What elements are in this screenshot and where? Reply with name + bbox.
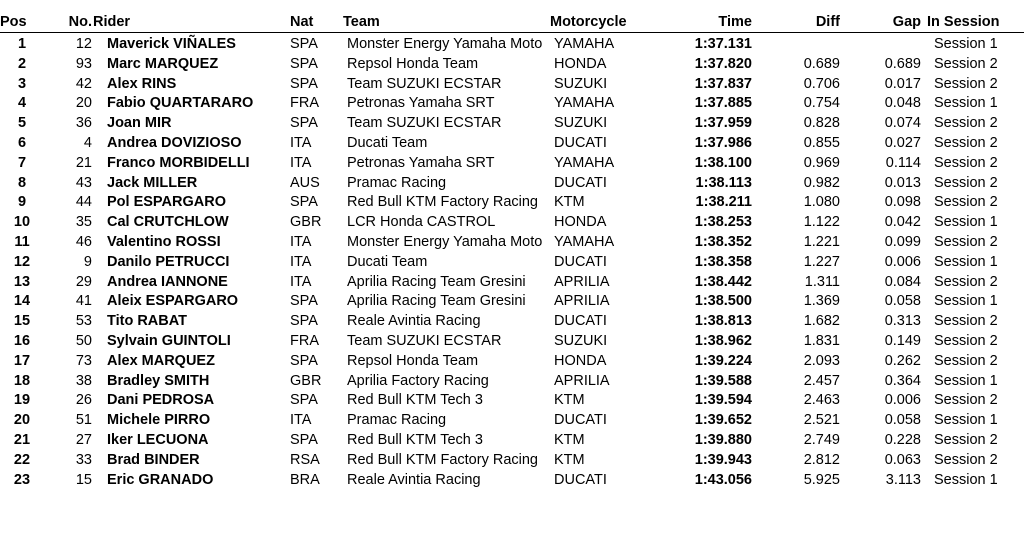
cell-number: 42 xyxy=(75,75,92,92)
header-diff: Diff xyxy=(815,14,840,30)
table-row xyxy=(0,332,1024,352)
cell-pos: 22 xyxy=(13,451,31,468)
cell-time: 1:38.962 xyxy=(694,332,752,349)
cell-session: Session 2 xyxy=(934,55,998,72)
cell-motorcycle: SUZUKI xyxy=(554,332,608,349)
header-nat: Nat xyxy=(290,14,314,30)
cell-diff: 1.227 xyxy=(803,253,840,270)
table-row xyxy=(0,391,1024,411)
cell-motorcycle: APRILIA xyxy=(554,293,610,310)
cell-rider: Bradley SMITH xyxy=(107,372,210,389)
cell-diff: 2.812 xyxy=(803,451,840,468)
header-time: Time xyxy=(718,14,752,30)
cell-number: 46 xyxy=(75,233,92,250)
cell-gap: 0.013 xyxy=(884,174,921,191)
cell-nationality: ITA xyxy=(290,412,312,429)
table-row xyxy=(0,372,1024,392)
cell-diff: 2.093 xyxy=(803,352,840,369)
cell-rider: Alex MARQUEZ xyxy=(107,352,215,369)
cell-nationality: ITA xyxy=(290,134,312,151)
cell-time: 1:38.813 xyxy=(694,313,752,330)
cell-time: 1:39.880 xyxy=(694,431,752,448)
cell-time: 1:37.959 xyxy=(694,115,752,132)
cell-team: Aprilia Factory Racing xyxy=(347,372,489,389)
cell-diff: 1.122 xyxy=(803,214,840,231)
cell-number: 26 xyxy=(75,392,92,409)
cell-gap: 3.113 xyxy=(885,471,921,488)
cell-gap: 0.149 xyxy=(884,332,921,349)
table-row xyxy=(0,352,1024,372)
cell-number: 20 xyxy=(75,95,92,112)
cell-number: 12 xyxy=(75,36,92,52)
cell-motorcycle: KTM xyxy=(554,194,585,211)
cell-pos: 21 xyxy=(13,431,31,448)
cell-rider: Michele PIRRO xyxy=(107,412,211,429)
cell-motorcycle: KTM xyxy=(554,431,585,448)
cell-motorcycle: DUCATI xyxy=(554,174,607,191)
cell-pos: 12 xyxy=(13,253,31,270)
cell-session: Session 1 xyxy=(934,95,998,112)
cell-number: 4 xyxy=(83,134,92,151)
cell-nationality: AUS xyxy=(290,174,320,191)
cell-time: 1:38.352 xyxy=(694,233,752,250)
cell-pos: 10 xyxy=(13,214,31,231)
cell-nationality: SPA xyxy=(290,75,318,92)
cell-number: 15 xyxy=(75,471,92,488)
cell-team: Pramac Racing xyxy=(347,174,447,191)
cell-motorcycle: DUCATI xyxy=(554,471,607,488)
cell-number: 43 xyxy=(75,174,92,191)
cell-number: 41 xyxy=(75,293,92,310)
cell-diff: 1.080 xyxy=(803,194,840,211)
cell-rider: Tito RABAT xyxy=(107,313,188,330)
table-row xyxy=(0,292,1024,312)
cell-gap: 0.228 xyxy=(884,431,921,448)
cell-session: Session 2 xyxy=(934,233,998,250)
cell-nationality: BRA xyxy=(290,471,320,488)
cell-pos: 2 xyxy=(17,55,27,72)
cell-motorcycle: SUZUKI xyxy=(554,75,608,92)
cell-number: 21 xyxy=(75,154,92,171)
cell-team: Team SUZUKI ECSTAR xyxy=(347,115,502,132)
cell-gap: 0.313 xyxy=(884,313,921,330)
cell-pos: 20 xyxy=(13,412,31,429)
header-session: In Session xyxy=(927,14,1000,30)
cell-motorcycle: HONDA xyxy=(554,55,607,72)
cell-motorcycle: HONDA xyxy=(554,352,607,369)
table-row xyxy=(0,75,1024,95)
cell-team: Reale Avintia Racing xyxy=(347,313,481,330)
cell-session: Session 1 xyxy=(934,214,998,231)
cell-session: Session 2 xyxy=(934,273,998,290)
cell-gap: 0.364 xyxy=(884,372,921,389)
cell-team: Monster Energy Yamaha Moto xyxy=(347,36,543,52)
table-row xyxy=(0,55,1024,75)
cell-number: 29 xyxy=(75,273,92,290)
cell-motorcycle: DUCATI xyxy=(554,134,607,151)
cell-session: Session 1 xyxy=(934,36,998,52)
cell-session: Session 2 xyxy=(934,332,998,349)
cell-team: Reale Avintia Racing xyxy=(347,471,481,488)
cell-nationality: RSA xyxy=(290,451,320,468)
header-team: Team xyxy=(343,14,380,30)
cell-time: 1:39.943 xyxy=(694,451,752,468)
cell-session: Session 2 xyxy=(934,313,998,330)
cell-gap: 0.098 xyxy=(884,194,921,211)
cell-gap: 0.058 xyxy=(884,293,921,310)
cell-session: Session 2 xyxy=(934,352,998,369)
cell-rider: Andrea IANNONE xyxy=(107,273,228,290)
cell-diff: 0.754 xyxy=(803,95,840,112)
cell-team: Red Bull KTM Factory Racing xyxy=(347,194,538,211)
cell-time: 1:38.358 xyxy=(694,253,752,270)
cell-motorcycle: KTM xyxy=(554,451,585,468)
cell-time: 1:37.837 xyxy=(694,75,752,92)
cell-gap: 0.114 xyxy=(885,154,921,171)
cell-nationality: ITA xyxy=(290,253,312,270)
cell-number: 27 xyxy=(75,431,92,448)
cell-rider: Cal CRUTCHLOW xyxy=(107,214,229,231)
table-row xyxy=(0,114,1024,134)
cell-team: Pramac Racing xyxy=(347,412,447,429)
cell-nationality: ITA xyxy=(290,233,312,250)
cell-team: Red Bull KTM Tech 3 xyxy=(347,431,483,448)
cell-gap: 0.017 xyxy=(884,75,921,92)
cell-diff: 0.855 xyxy=(803,134,840,151)
cell-pos: 13 xyxy=(13,273,31,290)
cell-motorcycle: DUCATI xyxy=(554,313,607,330)
cell-rider: Maverick VIÑALES xyxy=(107,36,236,52)
cell-pos: 15 xyxy=(13,313,31,330)
cell-gap: 0.074 xyxy=(884,115,921,132)
cell-session: Session 2 xyxy=(934,431,998,448)
cell-session: Session 2 xyxy=(934,75,998,92)
cell-session: Session 2 xyxy=(934,392,998,409)
results-table xyxy=(0,12,1024,490)
cell-number: 9 xyxy=(83,253,92,270)
cell-pos: 19 xyxy=(13,392,31,409)
cell-rider: Alex RINS xyxy=(107,75,177,92)
cell-session: Session 2 xyxy=(934,154,998,171)
cell-team: Team SUZUKI ECSTAR xyxy=(347,332,502,349)
cell-nationality: FRA xyxy=(290,95,319,112)
cell-team: Petronas Yamaha SRT xyxy=(347,95,495,112)
cell-motorcycle: YAMAHA xyxy=(554,36,615,52)
cell-diff: 0.706 xyxy=(803,75,840,92)
cell-pos: 17 xyxy=(13,352,31,369)
cell-motorcycle: HONDA xyxy=(554,214,607,231)
cell-team: Team SUZUKI ECSTAR xyxy=(347,75,502,92)
cell-diff: 0.689 xyxy=(803,55,840,72)
table-row xyxy=(0,431,1024,451)
cell-nationality: GBR xyxy=(290,372,322,389)
cell-diff: 1.682 xyxy=(803,313,840,330)
table-row xyxy=(0,213,1024,233)
cell-rider: Valentino ROSSI xyxy=(107,233,221,250)
table-row xyxy=(0,94,1024,114)
cell-diff: 0.969 xyxy=(803,154,840,171)
cell-rider: Marc MARQUEZ xyxy=(107,55,219,72)
cell-session: Session 2 xyxy=(934,451,998,468)
cell-nationality: SPA xyxy=(290,194,318,211)
cell-time: 1:39.224 xyxy=(694,352,752,369)
cell-rider: Joan MIR xyxy=(107,115,172,132)
cell-team: Petronas Yamaha SRT xyxy=(347,154,495,171)
cell-team: LCR Honda CASTROL xyxy=(347,214,496,231)
cell-gap: 0.048 xyxy=(884,95,921,112)
cell-time: 1:39.588 xyxy=(694,372,752,389)
header-gap: Gap xyxy=(892,14,921,30)
cell-nationality: SPA xyxy=(290,293,318,310)
cell-number: 44 xyxy=(75,194,92,211)
cell-motorcycle: DUCATI xyxy=(554,253,607,270)
cell-diff: 1.369 xyxy=(803,293,840,310)
cell-time: 1:38.211 xyxy=(695,194,752,211)
table-row xyxy=(0,273,1024,293)
cell-session: Session 1 xyxy=(934,412,998,429)
cell-nationality: SPA xyxy=(290,55,318,72)
cell-gap: 0.006 xyxy=(884,392,921,409)
cell-nationality: ITA xyxy=(290,154,312,171)
header-row xyxy=(0,12,1024,33)
cell-pos: 9 xyxy=(17,194,27,211)
header-no: No. xyxy=(68,14,92,30)
cell-rider: Dani PEDROSA xyxy=(107,392,215,409)
cell-diff: 1.311 xyxy=(804,273,840,290)
cell-diff: 2.457 xyxy=(803,372,840,389)
cell-motorcycle: APRILIA xyxy=(554,372,610,389)
cell-number: 38 xyxy=(75,372,92,389)
cell-diff: 0.982 xyxy=(803,174,840,191)
cell-pos: 14 xyxy=(13,293,31,310)
cell-pos: 6 xyxy=(17,134,27,151)
cell-gap: 0.262 xyxy=(884,352,921,369)
cell-rider: Aleix ESPARGARO xyxy=(107,293,239,310)
cell-diff: 0.828 xyxy=(803,115,840,132)
header-pos: Pos xyxy=(0,14,27,30)
cell-time: 1:38.442 xyxy=(694,273,752,290)
table-row xyxy=(0,174,1024,194)
cell-time: 1:37.131 xyxy=(694,36,752,52)
cell-gap: 0.058 xyxy=(884,412,921,429)
header-motorcycle: Motorcycle xyxy=(550,14,627,30)
cell-gap xyxy=(840,33,921,55)
cell-number: 93 xyxy=(75,55,92,72)
cell-rider: Brad BINDER xyxy=(107,451,200,468)
cell-time: 1:38.500 xyxy=(694,293,752,310)
cell-motorcycle: SUZUKI xyxy=(554,115,608,132)
cell-rider: Pol ESPARGARO xyxy=(107,194,226,211)
cell-rider: Eric GRANADO xyxy=(107,471,214,488)
cell-time: 1:38.100 xyxy=(694,154,752,171)
table-row xyxy=(0,411,1024,431)
cell-team: Monster Energy Yamaha Moto xyxy=(347,233,543,250)
table-row xyxy=(0,154,1024,174)
cell-session: Session 2 xyxy=(934,174,998,191)
table-row xyxy=(0,253,1024,273)
cell-pos: 3 xyxy=(17,75,27,92)
cell-session: Session 2 xyxy=(934,115,998,132)
cell-diff: 2.463 xyxy=(803,392,840,409)
header-rider: Rider xyxy=(93,14,131,30)
cell-nationality: SPA xyxy=(290,313,318,330)
cell-team: Repsol Honda Team xyxy=(347,352,479,369)
cell-diff: 1.221 xyxy=(803,233,840,250)
cell-pos: 4 xyxy=(17,95,27,112)
cell-team: Red Bull KTM Factory Racing xyxy=(347,451,538,468)
cell-team: Repsol Honda Team xyxy=(347,55,479,72)
cell-pos: 8 xyxy=(17,174,27,191)
cell-diff: 2.521 xyxy=(803,412,840,429)
cell-gap: 0.006 xyxy=(884,253,921,270)
cell-gap: 0.042 xyxy=(884,214,921,231)
cell-nationality: SPA xyxy=(290,352,318,369)
cell-gap: 0.099 xyxy=(884,233,921,250)
cell-rider: Iker LECUONA xyxy=(107,431,209,448)
cell-number: 53 xyxy=(75,313,92,330)
cell-number: 35 xyxy=(75,214,92,231)
cell-team: Red Bull KTM Tech 3 xyxy=(347,392,483,409)
cell-motorcycle: YAMAHA xyxy=(554,154,615,171)
cell-time: 1:39.594 xyxy=(694,392,752,409)
cell-motorcycle: KTM xyxy=(554,392,585,409)
cell-motorcycle: YAMAHA xyxy=(554,233,615,250)
cell-rider: Franco MORBIDELLI xyxy=(107,154,250,171)
cell-number: 73 xyxy=(75,352,92,369)
cell-session: Session 1 xyxy=(934,253,998,270)
cell-pos: 1 xyxy=(17,36,27,52)
cell-rider: Sylvain GUINTOLI xyxy=(107,332,231,349)
cell-number: 36 xyxy=(75,115,92,132)
cell-time: 1:43.056 xyxy=(694,471,752,488)
cell-team: Ducati Team xyxy=(347,134,428,151)
cell-time: 1:39.652 xyxy=(694,412,752,429)
table-row xyxy=(0,134,1024,154)
cell-nationality: ITA xyxy=(290,273,312,290)
cell-nationality: SPA xyxy=(290,115,318,132)
cell-nationality: SPA xyxy=(290,392,318,409)
cell-motorcycle: APRILIA xyxy=(554,273,610,290)
cell-rider: Fabio QUARTARARO xyxy=(107,95,254,112)
cell-rider: Jack MILLER xyxy=(107,174,198,191)
cell-time: 1:38.113 xyxy=(695,174,752,191)
cell-nationality: FRA xyxy=(290,332,319,349)
cell-pos: 11 xyxy=(14,233,30,250)
results-body xyxy=(0,33,1024,491)
cell-session: Session 2 xyxy=(934,134,998,151)
cell-time: 1:37.986 xyxy=(694,134,752,151)
cell-time: 1:37.885 xyxy=(694,95,752,112)
cell-rider: Andrea DOVIZIOSO xyxy=(107,134,242,151)
cell-pos: 18 xyxy=(13,372,31,389)
cell-team: Aprilia Racing Team Gresini xyxy=(347,293,526,310)
cell-team: Ducati Team xyxy=(347,253,428,270)
cell-session: Session 1 xyxy=(934,372,998,389)
cell-gap: 0.063 xyxy=(884,451,921,468)
cell-nationality: SPA xyxy=(290,36,318,52)
cell-session: Session 2 xyxy=(934,194,998,211)
cell-time: 1:38.253 xyxy=(694,214,752,231)
cell-time: 1:37.820 xyxy=(694,55,752,72)
cell-diff: 2.749 xyxy=(803,431,840,448)
table-row xyxy=(0,471,1024,491)
cell-pos: 7 xyxy=(17,154,27,171)
table-row xyxy=(0,33,1024,55)
cell-pos: 5 xyxy=(17,115,27,132)
cell-number: 33 xyxy=(75,451,92,468)
cell-motorcycle: DUCATI xyxy=(554,412,607,429)
cell-diff: 5.925 xyxy=(803,471,840,488)
cell-motorcycle: YAMAHA xyxy=(554,95,615,112)
cell-nationality: GBR xyxy=(290,214,322,231)
cell-pos: 16 xyxy=(13,332,31,349)
cell-session: Session 1 xyxy=(934,293,998,310)
table-row xyxy=(0,451,1024,471)
cell-gap: 0.084 xyxy=(884,273,921,290)
cell-number: 50 xyxy=(75,332,92,349)
cell-nationality: SPA xyxy=(290,431,318,448)
cell-session: Session 1 xyxy=(934,471,998,488)
table-row xyxy=(0,233,1024,253)
cell-team: Aprilia Racing Team Gresini xyxy=(347,273,526,290)
cell-gap: 0.689 xyxy=(884,55,921,72)
cell-gap: 0.027 xyxy=(884,134,921,151)
cell-rider: Danilo PETRUCCI xyxy=(107,253,230,270)
table-row xyxy=(0,193,1024,213)
cell-diff xyxy=(752,33,840,55)
cell-number: 51 xyxy=(75,412,92,429)
table-row xyxy=(0,312,1024,332)
cell-pos: 23 xyxy=(13,471,31,488)
cell-diff: 1.831 xyxy=(803,332,840,349)
